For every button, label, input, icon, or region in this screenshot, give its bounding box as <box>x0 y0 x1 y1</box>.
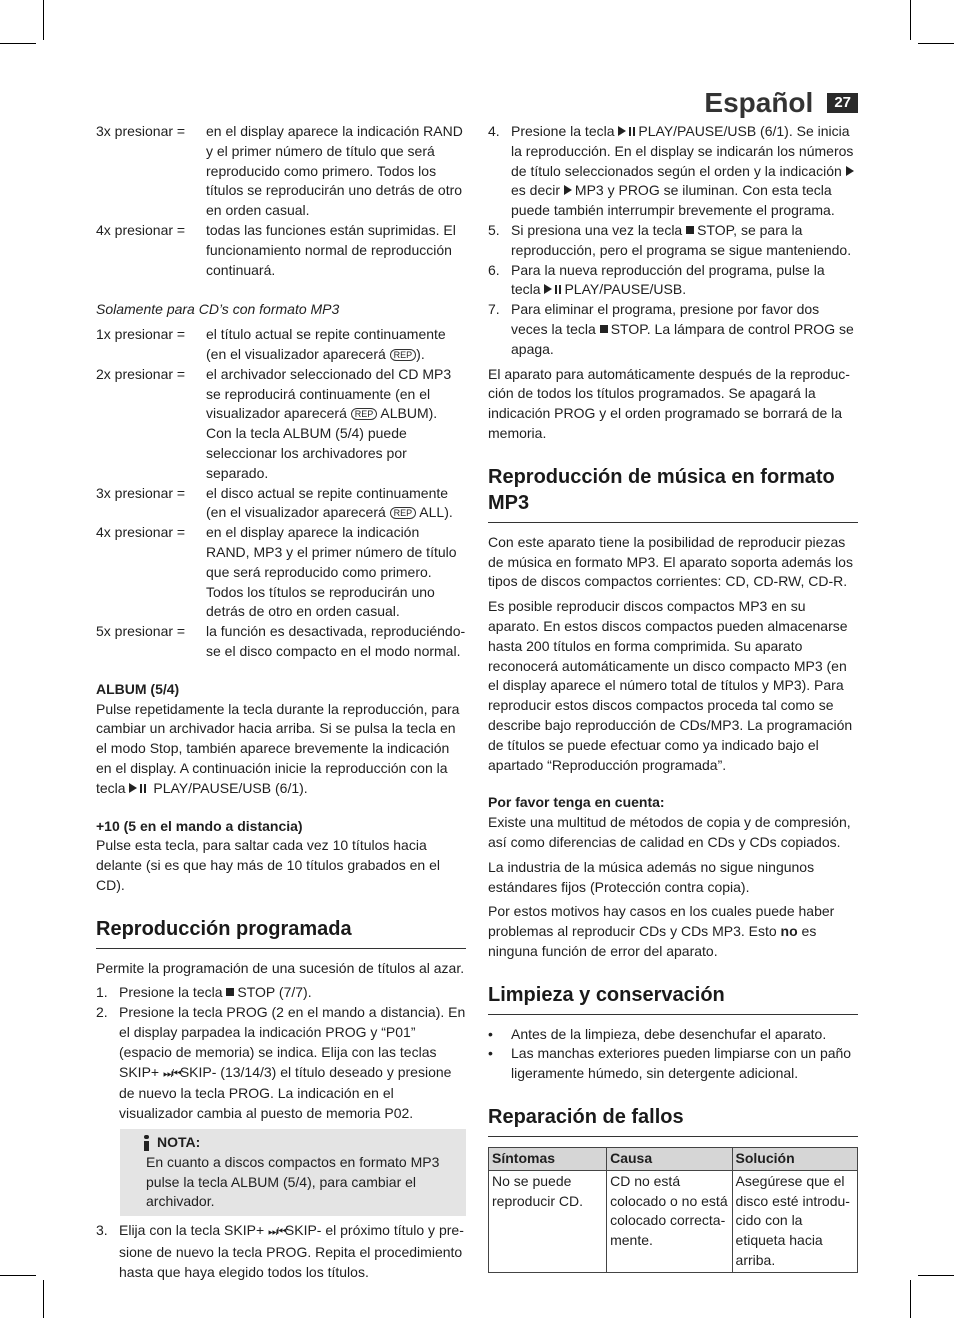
stop-icon <box>686 226 694 234</box>
table-row <box>489 1170 858 1272</box>
step-text-a: Presione la tecla PROG (2 en el mando a distancia). En el display parpadea la indicación PROG y “P01” (espacio de memoria) se indica. Elija con las teclas SKIP+ <box>119 1004 466 1080</box>
step-text-b: STOP. La lámpara de control PROG se apaga. <box>511 320 854 357</box>
prog-steps <box>96 983 466 1124</box>
column-header: Síntomas <box>489 1148 607 1171</box>
section-heading: Reproducción de música en formato MP3 <box>488 464 858 523</box>
def-desc: la función es desactivada, reproduciéndose el disco compacto en el modo normal. <box>206 623 466 659</box>
skip-icon: ⏭/⏮ <box>162 1067 180 1080</box>
step-text <box>511 261 858 301</box>
def-term: 4x presionar = <box>96 524 186 541</box>
mp3-section <box>488 464 858 962</box>
crop-mark <box>918 43 954 44</box>
list-item <box>488 261 858 301</box>
step-text-a: Para la nueva reproducción del programa, pulse la tecla <box>511 261 825 298</box>
list-item <box>488 1044 858 1084</box>
def-row <box>96 365 466 484</box>
prog-intro: Permite la programación de una sucesión de títulos al azar. <box>96 959 465 976</box>
skip-icon: ⏭/⏮ <box>268 1226 285 1239</box>
repeat-icon: REP <box>390 349 417 361</box>
section-heading: Limpieza y conservación <box>488 982 858 1015</box>
step-text <box>119 983 466 1003</box>
crop-mark <box>43 1280 44 1318</box>
def-row <box>96 484 466 524</box>
list-item <box>96 983 466 1003</box>
step-text-a: Si presiona una vez la tecla <box>511 221 687 238</box>
step-text-a: Presione la tecla <box>511 123 619 139</box>
def-term: 1x presionar = <box>96 326 186 343</box>
table-cell: CD no está colocado o no está colocado correctamente. <box>607 1170 732 1272</box>
pause-icon <box>629 127 635 136</box>
page-title: Español <box>704 87 814 118</box>
play-icon <box>564 185 572 195</box>
emphasis: no <box>780 923 798 940</box>
crop-mark <box>918 1275 954 1276</box>
troubleshooting-section <box>488 1104 858 1273</box>
step-text <box>119 1221 466 1282</box>
step-number: 3. <box>96 1222 108 1239</box>
bullet: • <box>488 1045 493 1062</box>
def-desc <box>206 484 466 524</box>
crop-mark <box>43 0 44 40</box>
step-number: 5. <box>488 221 500 238</box>
step-text-a: Presione la tecla <box>119 984 227 1001</box>
list-item <box>488 122 858 221</box>
cleaning-list <box>488 1025 858 1084</box>
def-desc <box>206 365 466 484</box>
attention-heading: Por favor tenga en cuenta: <box>488 794 665 811</box>
desc-text: ALBUM). Con la tecla ALBUM (5/4) puede seleccionar los archivadores por separado. <box>206 405 438 481</box>
play-icon <box>618 126 626 136</box>
album-text <box>96 700 466 799</box>
repeat-icon: REP <box>351 408 378 420</box>
def-row <box>96 122 466 221</box>
def-term: 3x presionar = <box>96 123 186 139</box>
step-text-b: PLAY/PAUSE/USB (6/1). Se inicia la reproducción. En el display se indicarán los números de título seleccionados según el orden y la indicación <box>511 123 854 179</box>
step-text-b: PLAY/PAUSE/USB. <box>564 281 687 298</box>
desc-text: ALL). <box>416 504 453 521</box>
step-text-a: Elija con la tecla SKIP+ <box>119 1222 269 1239</box>
info-icon <box>142 1135 151 1151</box>
right-column <box>488 122 858 1273</box>
prog-steps-right <box>488 122 858 360</box>
section-heading: Reparación de fallos <box>488 1104 858 1137</box>
crop-mark <box>0 43 36 44</box>
table-cell: Asegúrese que el disco esté introducido con la etiqueta hacia arriba. <box>732 1170 857 1272</box>
page-header <box>704 86 858 120</box>
section-heading: Reproducción programada <box>96 916 466 949</box>
def-desc: en el display aparece la indicación RAND, MP3 y el primer número de título que será reproducido como primero. Todos los títulos se reproducirán uno detrás de otro en orden casual. <box>206 524 457 620</box>
list-item <box>96 1221 466 1282</box>
repeat-icon: REP <box>390 507 417 519</box>
stop-icon <box>600 325 608 333</box>
step-text-b: STOP, se para la reproducción, pero el programa se sigue manteniendo. <box>511 221 852 258</box>
step-number: 2. <box>96 1004 108 1021</box>
def-row <box>96 325 466 365</box>
step-text <box>511 300 858 359</box>
step-number: 6. <box>488 261 500 278</box>
crop-mark <box>910 0 911 40</box>
mp3-repeat-list <box>96 325 466 662</box>
step-text-d: MP3 y PROG se iluminan. Con esta tecla puede también interrumpir brevemente el programa. <box>511 182 835 219</box>
crop-mark <box>910 1280 911 1318</box>
def-desc: todas las funciones están suprimidas. El funcionamiento normal de reproducción continuará. <box>206 221 456 278</box>
step-text-c: es decir <box>511 182 564 199</box>
def-desc: en el display aparece la indicación RAND y el primer número de título que será reproducido como primero. Todos los títulos se reproducirán uno detrás de otro en orden casual. <box>206 123 463 219</box>
column-header: Solución <box>732 1148 857 1171</box>
crop-mark <box>0 1275 36 1276</box>
def-term: 4x presionar = <box>96 221 186 238</box>
album-text-b: PLAY/PAUSE/USB (6/1). <box>149 779 308 796</box>
pause-icon <box>555 285 561 294</box>
auto-stop-text: El aparato para automáticamente después de la reproducción de todos los títulos programados. Se apagará la indicación PROG y el orden programado se borrará de la memoria. <box>488 365 850 441</box>
def-desc <box>206 325 466 365</box>
rand-list <box>96 122 466 280</box>
step-text-a: Para eliminar el programa, presione por favor dos veces la tecla <box>511 301 820 337</box>
play-icon <box>846 166 854 176</box>
step-text-b: STOP (7/7). <box>237 984 312 1001</box>
page-number: 27 <box>827 93 858 113</box>
def-term: 5x presionar = <box>96 623 186 640</box>
pause-icon <box>140 784 146 793</box>
paragraph <box>488 902 858 961</box>
text-b: es ninguna función de error del aparato. <box>488 923 817 959</box>
table-header-row <box>489 1148 858 1171</box>
column-header: Causa <box>607 1148 732 1171</box>
album-heading: ALBUM (5/4) <box>96 680 180 697</box>
troubleshooting-table <box>488 1147 858 1273</box>
note-box <box>120 1129 466 1216</box>
def-term: 3x presionar = <box>96 484 186 501</box>
item-text: Las manchas exteriores pueden limpiarse con un paño ligeramente húmedo, sin detergente adicional. <box>511 1045 852 1082</box>
text-a: Por estos motivos hay casos en los cuales puede haber problemas al reproducir CDs y CDs MP3. Esto <box>488 903 835 940</box>
def-row <box>96 523 466 622</box>
step-number: 4. <box>488 123 500 139</box>
note-label: NOTA: <box>157 1134 201 1151</box>
paragraph: Con este aparato tiene la posibilidad de reproducir piezas de música en formato MP3. El aparato soporta además los tipos de discos compactos corrientes: CD, CD-RW, CD-R. <box>488 533 853 590</box>
stop-icon <box>226 988 234 996</box>
paragraph: La industria de la música además no sigue ningunos estándares fijos (Protección contra copia). <box>488 858 815 895</box>
item-text: Antes de la limpieza, debe desenchufar el aparato. <box>511 1025 827 1042</box>
step-text <box>511 221 858 261</box>
paragraph: Existe una multitud de métodos de copia y de compresión, así como diferencias de calidad en CDs y CDs copiados. <box>488 814 851 850</box>
list-item <box>488 221 858 261</box>
step-text <box>511 122 858 221</box>
left-column <box>96 122 466 1283</box>
bullet: • <box>488 1025 493 1042</box>
desc-text: el disco actual se repite continuamente (en el visualizador aparecerá <box>206 484 449 521</box>
desc-text: el título actual se repite continuamente (en el visualizador aparecerá <box>206 326 446 362</box>
step-number: 1. <box>96 984 108 1001</box>
step-number: 7. <box>488 301 500 318</box>
note-header <box>142 1133 458 1153</box>
step-text <box>119 1003 466 1124</box>
note-text: En cuanto a discos compactos en formato MP3 pulse la tecla ALBUM (5/4), para cambiar el archivador. <box>146 1153 440 1210</box>
mp3-only-heading: Solamente para CD’s con formato MP3 <box>96 301 340 318</box>
plus10-heading: +10 (5 en el mando a distancia) <box>96 817 303 834</box>
programmed-playback-section <box>96 916 466 1283</box>
play-icon <box>129 783 137 793</box>
list-item <box>488 300 858 359</box>
plus10-text: Pulse esta tecla, para saltar cada vez 10 títulos hacia delante (si es que hay más de 10 títulos grabados en el CD). <box>96 837 440 893</box>
def-row <box>96 622 466 662</box>
step-text-b: SKIP- el próximo título y presione de nuevo la tecla PROG. Repita el procedimiento hasta que haya elegido todos los títulos. <box>119 1222 464 1280</box>
list-item <box>488 1025 858 1045</box>
desc-text: ). <box>416 345 425 362</box>
desc-text: el archivador seleccionado del CD MP3 se reproducirá continuamente (en el visualizador aparecerá <box>206 365 452 422</box>
def-row <box>96 221 466 280</box>
def-term: 2x presionar = <box>96 365 186 382</box>
cleaning-section <box>488 982 858 1084</box>
list-item <box>96 1003 466 1124</box>
table-cell: No se puede reproducir CD. <box>489 1170 607 1272</box>
play-icon <box>544 284 552 294</box>
album-text-a: Pulse repetidamente la tecla durante la reproducción, para cambiar un archivador hacia arriba. Si se pulsa la tecla en el modo Stop, también aparece brevemente la indicación en el display. A continuación inicie la reproducción con la tecla <box>96 700 460 796</box>
step-text-b: SKIP- (13/14/3) el título deseado y presione de nuevo la tecla PROG. La indicación en el visualizador cambia al puesto de memoria P02. <box>119 1063 452 1122</box>
paragraph: Es posible reproducir discos compactos MP3 en su aparato. En estos discos compactos pueden almacenarse hasta 200 títulos en forma comprimida. Su aparato reconocerá automáticamente un disco compacto MP3 (en el display aparece el número total de títulos y MP3). Para reproducir estos discos compactos proceda tal como se describe bajo reproducción de CDs/MP3. La programación de títulos se puede efectuar como ya indicado bajo el apartado “Reproducción programada”. <box>488 598 853 773</box>
prog-steps-continued <box>96 1221 466 1282</box>
